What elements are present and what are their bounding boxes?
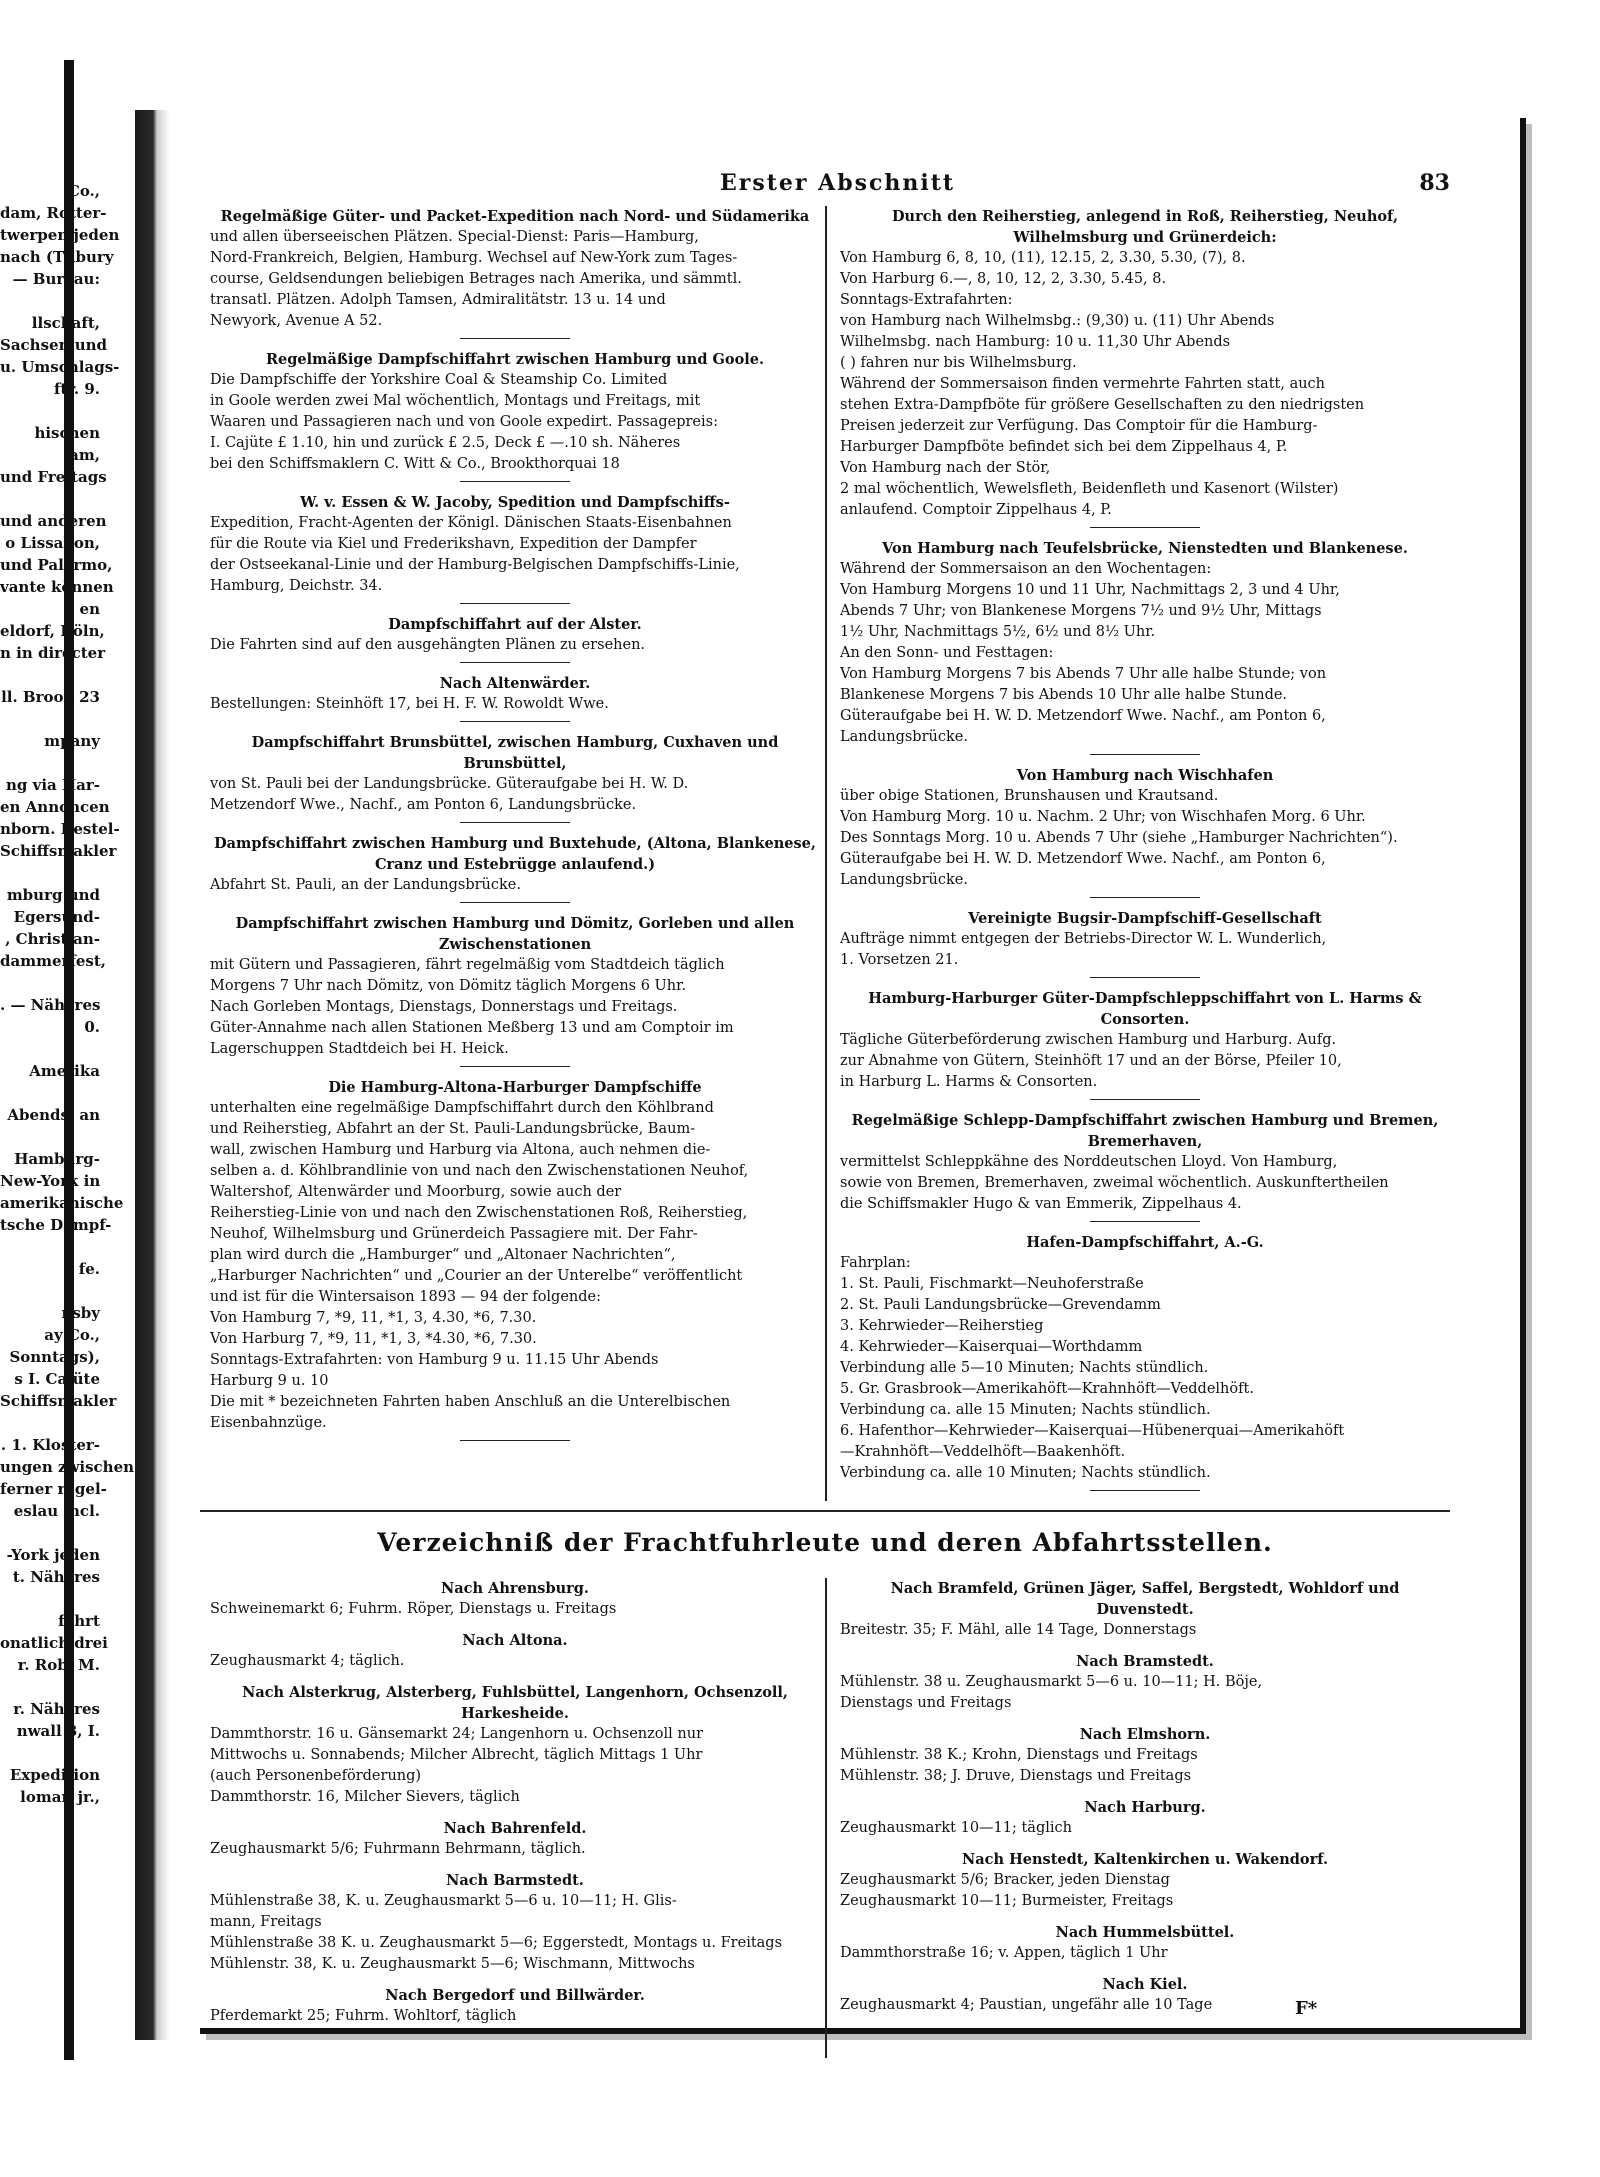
entry-line: Dienstags und Freitags <box>840 1695 1012 1711</box>
entry-block <box>840 988 1450 1100</box>
fragment-line: , Christian- <box>5 930 100 948</box>
entry-block <box>840 1797 1450 1839</box>
entry-line: Harburg 9 u. 10 <box>210 1373 329 1389</box>
entry-line: Waltershof, Altenwärder und Moorburg, sowie auch der <box>210 1184 622 1200</box>
fragment-line: r. Näheres <box>13 1700 100 1718</box>
fragment-line: eslau incl. <box>13 1502 100 1520</box>
entry-line: Newyork, Avenue A 52. <box>210 313 383 329</box>
entry-line: Mühlenstr. 38; J. Druve, Dienstags und Freitags <box>840 1768 1192 1784</box>
entry-heading: Nach Bramfeld, Grünen Jäger, Saffel, Bergstedt, Wohldorf und Duvenstedt. <box>890 1580 1400 1618</box>
fragment-line: ng via Har- <box>6 776 100 794</box>
entry-line: Dammthorstraße 16; v. Appen, täglich 1 Uhr <box>840 1945 1168 1961</box>
entry-line: course, Geldsendungen beliebigen Betrages nach Amerika, und sämmtl. <box>210 271 742 287</box>
fragment-line: r. Rob. M. <box>17 1656 100 1674</box>
entry-heading: Von Hamburg nach Wischhafen <box>1016 767 1274 784</box>
fragment-line <box>0 862 100 884</box>
entry-line: Harburger Dampfböte befindet sich bei dem Zippelhaus 4, P. <box>840 439 1288 455</box>
entry-block <box>840 538 1450 755</box>
entry-separator <box>1090 897 1200 898</box>
entry-separator <box>1090 1099 1200 1100</box>
left-column <box>210 206 820 1451</box>
entry-heading: Dampfschiffahrt zwischen Hamburg und Dömitz, Gorleben und allen Zwischenstationen <box>235 915 795 953</box>
entry-line: Mühlenstr. 38, K. u. Zeughausmarkt 5—6; Wischmann, Mittwochs <box>210 1956 695 1972</box>
lower-left-column <box>210 1578 820 2037</box>
entry-heading: Von Hamburg nach Teufelsbrücke, Nienstedten und Blankenese. <box>882 540 1408 557</box>
fragment-line: und Freitags <box>0 468 107 486</box>
fragment-line <box>0 1082 100 1104</box>
entry-line: „Harburger Nachrichten“ und „Courier an der Unterelbe“ veröffentlicht <box>210 1268 743 1284</box>
fragment-line: s I. Cajüte <box>14 1370 100 1388</box>
entry-line: Güteraufgabe bei H. W. D. Metzendorf Wwe. Nachf., am Ponton 6, <box>840 851 1326 867</box>
entry-heading: Nach Harburg. <box>1084 1799 1206 1816</box>
entry-block <box>210 1985 820 2027</box>
entry-line: Fahrplan: <box>840 1255 911 1271</box>
entry-line: Zeughausmarkt 4; Paustian, ungefähr alle 10 Tage <box>840 1997 1213 2013</box>
entry-block <box>210 732 820 823</box>
entry-heading: Regelmäßige Güter- und Packet-Expedition nach Nord- und Südamerika <box>220 208 810 225</box>
entry-block <box>840 1651 1450 1714</box>
entry-block <box>210 1818 820 1860</box>
entry-line: Reiherstieg-Linie von und nach den Zwischenstationen Roß, Reiherstieg, <box>210 1205 748 1221</box>
entry-line: 1. Vorsetzen 21. <box>840 952 959 968</box>
fragment-line: ll. Brook 23 <box>1 688 100 706</box>
fragment-line: loman jr., <box>20 1788 100 1806</box>
fragment-line: nwall 3, I. <box>16 1722 100 1740</box>
fragment-line: und anderen <box>0 512 107 530</box>
entry-line: Güteraufgabe bei H. W. D. Metzendorf Wwe. Nachf., am Ponton 6, <box>840 708 1326 724</box>
entry-line: zur Abnahme von Gütern, Steinhöft 17 und an der Börse, Pfeiler 10, <box>840 1053 1342 1069</box>
entry-separator <box>460 721 570 722</box>
fragment-line <box>0 708 100 730</box>
entry-line: und Reiherstieg, Abfahrt an der St. Pauli-Landungsbrücke, Baum- <box>210 1121 696 1137</box>
entry-separator <box>460 481 570 482</box>
previous-page-fragments <box>0 180 135 1808</box>
entry-line: die Schiffsmakler Hugo & van Emmerik, Zippelhaus 4. <box>840 1196 1242 1212</box>
fragment-line: ungen zwischen <box>0 1458 135 1476</box>
fragment-line: eldorf, Köln, <box>0 622 105 640</box>
entry-line: Güter-Annahme nach allen Stationen Meßberg 13 und am Comptoir im <box>210 1020 734 1036</box>
fragment-line <box>0 1126 100 1148</box>
entry-separator <box>1090 1490 1200 1491</box>
entry-line: 2 mal wöchentlich, Wewelsfleth, Beidenfleth und Kasenort (Wilster) <box>840 481 1339 497</box>
entry-line: bei den Schiffsmaklern C. Witt & Co., Brookthorquai 18 <box>210 456 620 472</box>
fragment-line: llschaft, <box>31 314 100 332</box>
fragment-line: n in directer <box>0 644 106 662</box>
entry-line: Mühlenstraße 38, K. u. Zeughausmarkt 5—6 u. 10—11; H. Glis- <box>210 1893 677 1909</box>
entry-heading: Nach Altona. <box>462 1632 568 1649</box>
entry-block <box>210 614 820 663</box>
fragment-line <box>0 488 100 510</box>
entry-block <box>840 206 1450 528</box>
entry-heading: Nach Bramstedt. <box>1076 1653 1214 1670</box>
entry-line: in Harburg L. Harms & Consorten. <box>840 1074 1098 1090</box>
entry-separator <box>1090 527 1200 528</box>
entry-separator <box>1090 977 1200 978</box>
fragment-line: -York jeden <box>6 1546 100 1564</box>
entry-line: Morgens 7 Uhr nach Dömitz, von Dömitz täglich Morgens 6 Uhr. <box>210 978 687 994</box>
entry-line: ( ) fahren nur bis Wilhelmsburg. <box>840 355 1077 371</box>
entry-heading: Nach Altenwärder. <box>439 675 591 692</box>
entry-line: Während der Sommersaison an den Wochentagen: <box>840 561 1212 577</box>
entry-line: Landungsbrücke. <box>840 872 968 888</box>
fragment-line <box>0 972 100 994</box>
entry-line: und allen überseeischen Plätzen. Special-Dienst: Paris—Hamburg, <box>210 229 699 245</box>
page-header <box>200 170 1450 200</box>
entry-line: von St. Pauli bei der Landungsbrücke. Güteraufgabe bei H. W. D. <box>210 776 689 792</box>
entry-line: Von Hamburg 6, 8, 10, (11), 12.15, 2, 3.30, 5.30, (7), 8. <box>840 250 1246 266</box>
entry-block <box>210 1578 820 1620</box>
entry-block <box>840 765 1450 898</box>
entry-line: selben a. d. Köhlbrandlinie von und nach den Zwischenstationen Neuhof, <box>210 1163 749 1179</box>
fragment-line <box>0 664 100 686</box>
entry-line: 3. Kehrwieder—Reiherstieg <box>840 1318 1044 1334</box>
entry-line: An den Sonn- und Festtagen: <box>840 645 1054 661</box>
entry-heading: Nach Barmstedt. <box>446 1872 584 1889</box>
entry-line: wall, zwischen Hamburg und Harburg via Altona, auch nehmen die- <box>210 1142 711 1158</box>
fragment-line <box>0 1522 100 1544</box>
fragment-line: Expedition <box>9 1766 100 1784</box>
entry-line: Abends 7 Uhr; von Blankenese Morgens 7½ und 9½ Uhr, Mittags <box>840 603 1322 619</box>
fragment-line: dam, Rotter- <box>0 204 107 222</box>
entry-line: Bestellungen: Steinhöft 17, bei H. F. W. Rowoldt Wwe. <box>210 696 609 712</box>
entry-line: Die Dampfschiffe der Yorkshire Coal & Steamship Co. Limited <box>210 372 668 388</box>
entry-block <box>840 1110 1450 1222</box>
fragment-line: New-York in <box>0 1172 101 1190</box>
fragment-line <box>0 1280 100 1302</box>
entry-line: I. Cajüte £ 1.10, hin und zurück £ 2.5, Deck £ —.10 sh. Näheres <box>210 435 681 451</box>
entry-line: Nord-Frankreich, Belgien, Hamburg. Wechsel auf New-York zum Tages- <box>210 250 738 266</box>
entry-separator <box>460 822 570 823</box>
fragment-line: Sachsen und <box>0 336 108 354</box>
fragment-line: Co., <box>67 182 100 200</box>
entry-block <box>840 1724 1450 1787</box>
entry-line: Landungsbrücke. <box>840 729 968 745</box>
entry-line: Sonntags-Extrafahrten: von Hamburg 9 u. 11.15 Uhr Abends <box>210 1352 659 1368</box>
entry-line: anlaufend. Comptoir Zippelhaus 4, P. <box>840 502 1112 518</box>
entry-heading: Hamburg-Harburger Güter-Dampfschleppschiffahrt von L. Harms & Consorten. <box>868 990 1422 1028</box>
fragment-line: mburg und <box>6 886 100 904</box>
fragment-line: Amerika <box>29 1062 100 1080</box>
entry-line: Wilhelmsbg. nach Hamburg: 10 u. 11,30 Uhr Abends <box>840 334 1231 350</box>
fragment-line: amerikanische <box>0 1194 124 1212</box>
entry-block <box>210 1682 820 1808</box>
fragment-line: tsche Dampf- <box>0 1216 112 1234</box>
fragment-line: Hamburg- <box>14 1150 100 1168</box>
entry-line: 1½ Uhr, Nachmittags 5½, 6½ und 8½ Uhr. <box>840 624 1156 640</box>
entry-block <box>210 1630 820 1672</box>
entry-line: Zeughausmarkt 4; täglich. <box>210 1653 405 1669</box>
fragment-line: ferner regel- <box>0 1480 107 1498</box>
entry-line: Mühlenstr. 38 u. Zeughausmarkt 5—6 u. 10—11; H. Böje, <box>840 1674 1263 1690</box>
fragment-line <box>0 1038 100 1060</box>
entry-line: Von Hamburg Morg. 10 u. Nachm. 2 Uhr; von Wischhafen Morg. 6 Uhr. <box>840 809 1366 825</box>
entry-block <box>210 1077 820 1441</box>
fragment-line: 0. <box>84 1018 100 1036</box>
entry-line: Des Sonntags Morg. 10 u. Abends 7 Uhr (siehe „Hamburger Nachrichten“). <box>840 830 1398 846</box>
entry-heading: Nach Henstedt, Kaltenkirchen u. Wakendorf. <box>962 1851 1328 1868</box>
entry-block <box>840 1974 1450 2016</box>
entry-heading: Die Hamburg-Altona-Harburger Dampfschiffe <box>328 1079 702 1096</box>
entry-heading: Hafen-Dampfschiffahrt, A.-G. <box>1026 1234 1264 1251</box>
fragment-line: — Bureau: <box>12 270 100 288</box>
fragment-line: . — Näheres <box>0 996 101 1014</box>
entry-line: Von Harburg 6.—, 8, 10, 12, 2, 3.30, 5.45, 8. <box>840 271 1167 287</box>
entry-line: Mühlenstraße 38 K. u. Zeughausmarkt 5—6; Eggerstedt, Montags u. Freitags <box>210 1935 783 1951</box>
fragment-line: Schiffsmakler <box>0 842 117 860</box>
fragment-line: Schiffsmakler <box>0 1392 117 1410</box>
entry-line: Hamburg, Deichstr. 34. <box>210 578 383 594</box>
entry-heading: Vereinigte Bugsir-Dampfschiff-Gesellschaft <box>968 910 1322 927</box>
entry-line: Breitestr. 35; F. Mähl, alle 14 Tage, Donnerstags <box>840 1622 1197 1638</box>
fragment-line <box>0 1676 100 1698</box>
entry-heading: Nach Elmshorn. <box>1079 1726 1211 1743</box>
entry-line: mann, Freitags <box>210 1914 322 1930</box>
fragment-line: ftr. 9. <box>53 380 100 398</box>
entry-line: unterhalten eine regelmäßige Dampfschiffahrt durch den Köhlbrand <box>210 1100 714 1116</box>
entry-line: Abfahrt St. Pauli, an der Landungsbrücke. <box>210 877 521 893</box>
column-divider <box>825 206 827 1501</box>
entry-line: Mühlenstr. 38 K.; Krohn, Dienstags und Freitags <box>840 1747 1198 1763</box>
entry-line: Expedition, Fracht-Agenten der Königl. Dänischen Staats-Eisenbahnen <box>210 515 732 531</box>
entry-line: Zeughausmarkt 10—11; Burmeister, Freitags <box>840 1893 1174 1909</box>
fragment-line: Sonntags), <box>9 1348 100 1366</box>
entry-line: 5. Gr. Grasbrook—Amerikahöft—Krahnhöft—Veddelhöft. <box>840 1381 1254 1397</box>
entry-line: Verbindung alle 5—10 Minuten; Nachts stündlich. <box>840 1360 1209 1376</box>
signature-mark: F* <box>1295 1998 1318 2019</box>
entry-heading: Durch den Reiherstieg, anlegend in Roß, Reiherstieg, Neuhof, Wilhelmsburg und Grünerdeich: <box>891 208 1399 246</box>
entry-heading: Nach Bahrenfeld. <box>443 1820 587 1837</box>
entry-line: Sonntags-Extrafahrten: <box>840 292 1013 308</box>
fragment-line: fe. <box>78 1260 100 1278</box>
fragment-line: dammerfest, <box>0 952 106 970</box>
entry-line: Verbindung ca. alle 15 Minuten; Nachts stündlich. <box>840 1402 1211 1418</box>
entry-block <box>210 833 820 903</box>
entry-line: über obige Stationen, Brunshausen und Krautsand. <box>840 788 1219 804</box>
entry-line: stehen Extra-Dampfböte für größere Gesellschaften zu den niedrigsten <box>840 397 1365 413</box>
entry-line: Von Hamburg Morgens 10 und 11 Uhr, Nachmittags 2, 3 und 4 Uhr, <box>840 582 1340 598</box>
entry-line: transatl. Plätzen. Adolph Tamsen, Admiralitätstr. 13 u. 14 und <box>210 292 666 308</box>
entry-line: Während der Sommersaison finden vermehrte Fahrten statt, auch <box>840 376 1326 392</box>
fragment-line: Abends, an <box>7 1106 100 1124</box>
entry-block <box>840 1578 1450 1641</box>
fragment-line: hischen <box>34 424 100 442</box>
entry-line: Preisen jederzeit zur Verfügung. Das Comptoir für die Hamburg- <box>840 418 1318 434</box>
entry-block <box>840 1849 1450 1912</box>
entry-block <box>210 492 820 604</box>
entry-separator <box>1090 1221 1200 1222</box>
entry-separator <box>460 603 570 604</box>
entry-block <box>210 349 820 482</box>
entry-heading: Regelmäßige Schlepp-Dampfschiffahrt zwischen Hamburg und Bremen, Bremerhaven, <box>851 1112 1439 1150</box>
entry-line: und ist für die Wintersaison 1893 — 94 der folgende: <box>210 1289 602 1305</box>
entry-heading: Dampfschiffahrt Brunsbüttel, zwischen Hamburg, Cuxhaven und Brunsbüttel, <box>251 734 779 772</box>
fragment-line: onatlich drei <box>0 1634 108 1652</box>
entry-separator <box>460 1440 570 1441</box>
entry-line: in Goole werden zwei Mal wöchentlich, Montags und Freitags, mit <box>210 393 701 409</box>
entry-line: Tägliche Güterbeförderung zwischen Hamburg und Harburg. Aufg. <box>840 1032 1337 1048</box>
entry-line: Zeughausmarkt 5/6; Fuhrmann Behrmann, täglich. <box>210 1841 586 1857</box>
entry-line: (auch Personenbeförderung) <box>210 1768 422 1784</box>
lower-right-column <box>840 1578 1450 2026</box>
entry-heading: Nach Bergedorf und Billwärder. <box>385 1987 645 2004</box>
section-header-title: Erster Abschnitt <box>720 170 956 196</box>
fragment-line: . 1. Kloster- <box>0 1436 100 1454</box>
entry-block <box>840 1922 1450 1964</box>
entry-block <box>210 206 820 339</box>
entry-line: 6. Hafenthor—Kehrwieder—Kaiserquai—Hübenerquai—Amerikahöft <box>840 1423 1345 1439</box>
entry-line: für die Route via Kiel und Frederikshavn, Expedition der Dampfer <box>210 536 697 552</box>
entry-line: —Krahnhöft—Veddelhöft—Baakenhöft. <box>840 1444 1126 1460</box>
entry-separator <box>1090 754 1200 755</box>
entry-line: Pferdemarkt 25; Fuhrm. Wohltorf, täglich <box>210 2008 517 2024</box>
entry-line: Metzendorf Wwe., Nachf., am Ponton 6, Landungsbrücke. <box>210 797 637 813</box>
entry-separator <box>460 338 570 339</box>
lower-column-divider <box>825 1578 827 2058</box>
entry-heading: Dampfschiffahrt zwischen Hamburg und Buxtehude, (Altona, Blankenese, Cranz und Estebrügge anlaufend.) <box>214 835 816 873</box>
fragment-line: nborn. Bestel- <box>0 820 120 838</box>
entry-line: Dammthorstr. 16 u. Gänsemarkt 24; Langenhorn u. Ochsenzoll nur <box>210 1726 704 1742</box>
fragment-line <box>0 1412 100 1434</box>
section-title: Verzeichniß der Frachtfuhrleute und deren Abfahrtsstellen. <box>377 1528 1273 1557</box>
entry-block <box>210 673 820 722</box>
entry-heading: W. v. Essen & W. Jacoby, Spedition und Dampfschiffs- <box>300 494 730 511</box>
entry-line: Neuhof, Wilhelmsburg und Grünerdeich Passagiere mit. Der Fahr- <box>210 1226 698 1242</box>
fragment-line <box>0 1236 100 1258</box>
entry-line: 1. St. Pauli, Fischmarkt—Neuhoferstraße <box>840 1276 1144 1292</box>
entry-line: Nach Gorleben Montags, Dienstags, Donnerstags und Freitags. <box>210 999 678 1015</box>
entry-line: vermittelst Schleppkähne des Norddeutschen Lloyd. Von Hamburg, <box>840 1154 1338 1170</box>
entry-line: der Ostseekanal-Linie und der Hamburg-Belgischen Dampfschiffs-Linie, <box>210 557 740 573</box>
entry-heading: Nach Hummelsbüttel. <box>1055 1924 1235 1941</box>
fragment-line: fahrt <box>58 1612 100 1630</box>
entry-line: Zeughausmarkt 5/6; Bracker, jeden Dienstag <box>840 1872 1170 1888</box>
fragment-line: und Palermo, <box>0 556 113 574</box>
entry-line: Von Hamburg nach der Stör, <box>840 460 1051 476</box>
horizontal-rule <box>200 1510 1450 1512</box>
entry-line: Von Harburg 7, *9, 11, *1, 3, *4.30, *6, 7.30. <box>210 1331 537 1347</box>
entry-block <box>210 1870 820 1975</box>
entry-line: von Hamburg nach Wilhelmsbg.: (9,30) u. (11) Uhr Abends <box>840 313 1275 329</box>
fragment-line <box>0 400 100 422</box>
entry-heading: Dampfschiffahrt auf der Alster. <box>388 616 642 633</box>
fragment-line <box>0 1742 100 1764</box>
fragment-line <box>0 290 100 312</box>
entry-line: Eisenbahnzüge. <box>210 1415 327 1431</box>
fragment-line: en Annoncen <box>0 798 110 816</box>
entry-line: mit Gütern und Passagieren, fährt regelmäßig vom Stadtdeich täglich <box>210 957 725 973</box>
entry-heading: Nach Alsterkrug, Alsterberg, Fuhlsbüttel, Langenhorn, Ochsenzoll, Harkesheide. <box>242 1684 788 1722</box>
entry-block <box>840 1232 1450 1491</box>
fragment-line: twerpen jeden <box>0 226 120 244</box>
fragment-line: u. Umschlags- <box>0 358 120 376</box>
entry-heading: Nach Ahrensburg. <box>441 1580 589 1597</box>
fragment-line: Egersund- <box>13 908 100 926</box>
fragment-line: nach (Tilbury <box>0 248 114 266</box>
entry-block <box>840 908 1450 978</box>
fragment-line: am, <box>69 446 100 464</box>
entry-heading: Nach Kiel. <box>1102 1976 1188 1993</box>
page <box>200 118 1526 2034</box>
fragment-line: t. Näheres <box>12 1568 100 1586</box>
entry-line: sowie von Bremen, Bremerhaven, zweimal wöchentlich. Auskunftertheilen <box>840 1175 1389 1191</box>
page-number: 83 <box>1419 170 1450 196</box>
entry-separator <box>460 902 570 903</box>
entry-line: Von Hamburg Morgens 7 bis Abends 7 Uhr alle halbe Stunde; von <box>840 666 1327 682</box>
entry-line: Waaren und Passagieren nach und von Goole expedirt. Passagepreis: <box>210 414 718 430</box>
entry-line: Von Hamburg 7, *9, 11, *1, 3, 4.30, *6, 7.30. <box>210 1310 537 1326</box>
entry-line: Aufträge nimmt entgegen der Betriebs-Director W. L. Wunderlich, <box>840 931 1327 947</box>
entry-line: plan wird durch die „Hamburger“ und „Altonaer Nachrichten“, <box>210 1247 676 1263</box>
entry-line: Schweinemarkt 6; Fuhrm. Röper, Dienstags u. Freitags <box>210 1601 617 1617</box>
fragment-line: o Lissabon, <box>5 534 100 552</box>
entry-separator <box>460 662 570 663</box>
entry-block <box>210 913 820 1067</box>
fragment-line <box>0 1588 100 1610</box>
entry-heading: Regelmäßige Dampfschiffahrt zwischen Hamburg und Goole. <box>265 351 765 368</box>
fragment-line: mpany <box>44 732 100 750</box>
entry-line: Zeughausmarkt 10—11; täglich <box>840 1820 1072 1836</box>
entry-line: Dammthorstr. 16, Milcher Sievers, täglich <box>210 1789 520 1805</box>
entry-line: 4. Kehrwieder—Kaiserquai—Worthdamm <box>840 1339 1143 1355</box>
fragment-line: en <box>79 600 100 618</box>
entry-line: Mittwochs u. Sonnabends; Milcher Albrecht, täglich Mittags 1 Uhr <box>210 1747 703 1763</box>
entry-line: Verbindung ca. alle 10 Minuten; Nachts stündlich. <box>840 1465 1211 1481</box>
right-column <box>840 206 1450 1501</box>
entry-line: Lagerschuppen Stadtdeich bei H. Heick. <box>210 1041 509 1057</box>
entry-line: 2. St. Pauli Landungsbrücke—Grevendamm <box>840 1297 1161 1313</box>
entry-separator <box>460 1066 570 1067</box>
fragment-line: nsby <box>61 1304 100 1322</box>
fragment-line <box>0 752 100 774</box>
fragment-line: ay Co., <box>44 1326 100 1344</box>
entry-line: Die mit * bezeichneten Fahrten haben Anschluß an die Unterelbischen <box>210 1394 731 1410</box>
fragment-line: vante können <box>0 578 114 596</box>
entry-line: Die Fahrten sind auf den ausgehängten Plänen zu ersehen. <box>210 637 646 653</box>
entry-line: Blankenese Morgens 7 bis Abends 10 Uhr alle halbe Stunde. <box>840 687 1288 703</box>
